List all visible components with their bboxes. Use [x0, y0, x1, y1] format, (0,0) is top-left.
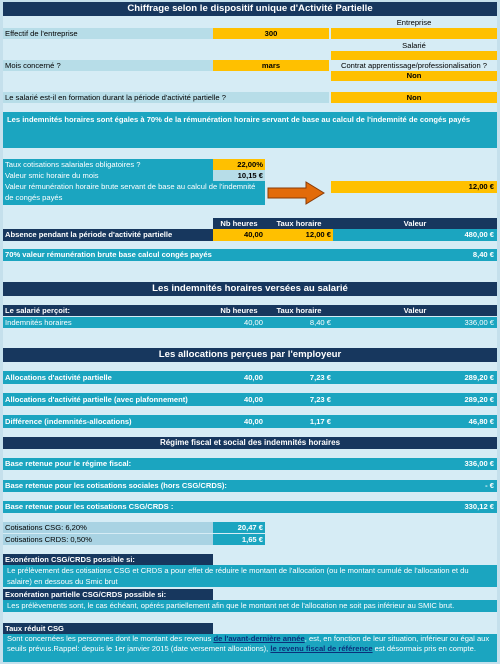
allocation-row-heures: 40,00 — [213, 371, 265, 384]
crds-value: 1,65 € — [213, 534, 265, 545]
difference-label: Différence (indemnités-allocations) — [3, 415, 213, 428]
difference-valeur: 46,80 € — [333, 415, 497, 428]
csg-value: 20,47 € — [213, 522, 265, 533]
exoneration-heading: Exonération CSG/CRDS possible si: — [3, 554, 213, 565]
taux-reduit-text-a: Sont concernées les personnes dont le montant des revenus — [7, 634, 214, 643]
indemnites-row-valeur: 336,00 € — [333, 317, 497, 328]
taux-reduit-text — [3, 634, 497, 662]
base-fiscal-label: Base retenue pour le régime fiscal: — [3, 458, 333, 470]
allocation-row-valeur: 289,20 € — [333, 371, 497, 384]
base-csg-label: Base retenue pour les cotisations CSG/CRDS : — [3, 501, 333, 513]
indemnites-col-heures: Nb heures — [213, 305, 265, 316]
exoneration-partielle-text: Les prélèvements sont, le cas échéant, opérés partiellement afin que le montant net de l'allocation ne soit pas inférieur au SMIC brut. — [3, 600, 497, 612]
indemnites-row-heures: 40,00 — [213, 317, 265, 328]
crds-label: Cotisations CRDS: 0,50% — [3, 534, 213, 545]
indemnites-col-valeur: Valeur — [333, 305, 497, 316]
revenu-fiscal-link[interactable]: le revenu fiscal de référence — [270, 643, 373, 653]
difference-heures: 40,00 — [213, 415, 265, 428]
avant-derniere-annee-link[interactable]: de l'avant-dernière année — [213, 634, 305, 643]
remuneration-input[interactable]: 12,00 € — [331, 181, 497, 193]
page-title: Chiffrage selon le dispositif unique d'Activité Partielle — [3, 2, 497, 16]
allocations-heading: Les allocations perçues par l'employeur — [3, 348, 497, 362]
allocation-plafond-taux: 7,23 € — [265, 393, 333, 406]
base-csg-value: 330,12 € — [333, 501, 497, 513]
arrow-right-icon — [266, 180, 328, 206]
effectif-label: Effectif de l'entreprise — [3, 28, 213, 39]
absence-taux[interactable]: 12,00 € — [265, 229, 333, 241]
spreadsheet — [3, 2, 497, 662]
indemnites-note: Les indemnités horaires sont égales à 70% de la rémunération horaire servant de base au calcul de l'indemnité de congés payés — [3, 112, 497, 148]
allocation-row-taux: 7,23 € — [265, 371, 333, 384]
absence-col-valeur: Valeur — [333, 218, 497, 229]
csg-label: Cotisations CSG: 6,20% — [3, 522, 213, 533]
taux-reduit-text-c: est désormais pris en compte. — [372, 643, 476, 653]
entreprise-input[interactable] — [331, 28, 497, 39]
taux-cotisations-label: Taux cotisations salariales obligatoires ? — [3, 159, 213, 170]
entreprise-header: Entreprise — [396, 18, 432, 27]
contrat-input[interactable]: Non — [331, 71, 497, 81]
smic-value: 10,15 € — [213, 170, 265, 181]
allocation-plafond-valeur: 289,20 € — [333, 393, 497, 406]
allocation-plafond-label: Allocations d'activité partielle (avec plafonnement) — [3, 393, 213, 406]
mois-input[interactable]: mars — [213, 60, 329, 71]
formation-label: Le salarié est-il en formation durant la période d'activité partielle ? — [3, 92, 329, 103]
exoneration-partielle-heading: Exonération partielle CSG/CRDS possible si: — [3, 589, 213, 600]
exoneration-text: Le prélèvement des cotisations CSG et CRDS a pour effet de réduire le montant de l'allocation (ou le montant cumulé de l'allocation et du salaire) en dessous du Smic brut — [3, 565, 497, 587]
absence-valeur: 480,00 € — [333, 229, 497, 241]
indemnites-col-taux: Taux horaire — [265, 305, 333, 316]
taux-reduit-text-b: , est, en fonction de leur situation, inférieur ou égal aux seuils prévus.Rappel: depuis le 1er janvier 2015 (date versement allocations), — [7, 634, 490, 653]
pct-label: 70% valeur rémunération brute base calcul congés payés — [3, 249, 497, 261]
base-fiscal-value: 336,00 € — [333, 458, 497, 470]
absence-col-heures: Nb heures — [213, 218, 265, 229]
pct-value: 8,40 € — [472, 250, 494, 259]
taux-cotisations-input[interactable]: 22,00% — [213, 159, 265, 170]
contrat-label: Contrat apprentissage/professionalisation ? — [340, 61, 488, 70]
salarie-header: Salarié — [402, 41, 426, 50]
absence-col-taux: Taux horaire — [265, 218, 333, 229]
salarie-input[interactable] — [331, 51, 497, 60]
absence-label: Absence pendant la période d'activité partielle — [3, 229, 213, 241]
indemnites-row-taux: 8,40 € — [265, 317, 333, 328]
indemnites-row-label: Indemnités horaires — [3, 317, 213, 328]
mois-label: Mois concerné ? — [3, 60, 213, 71]
absence-heures-input[interactable]: 40,00 — [213, 229, 265, 241]
allocation-plafond-heures: 40,00 — [213, 393, 265, 406]
difference-taux: 1,17 € — [265, 415, 333, 428]
remuneration-label: Valeur rémunération horaire brute servant de base au calcul de l'indemnité de congés payés — [3, 181, 265, 205]
smic-label: Valeur smic horaire du mois — [3, 170, 213, 181]
indemnites-heading: Les indemnités horaires versées au salarié — [3, 282, 497, 296]
regime-heading: Régime fiscal et social des indemnités horaires — [3, 437, 497, 449]
taux-reduit-heading: Taux réduit CSG — [3, 623, 213, 634]
indemnites-col-label: Le salarié perçoit: — [3, 305, 213, 316]
effectif-input[interactable]: 300 — [213, 28, 329, 39]
allocation-row-label: Allocations d'activité partielle — [3, 371, 213, 384]
base-sociales-label: Base retenue pour les cotisations sociales (hors CSG/CRDS): — [3, 480, 333, 492]
base-sociales-value: - € — [333, 480, 497, 492]
formation-input[interactable]: Non — [331, 92, 497, 103]
